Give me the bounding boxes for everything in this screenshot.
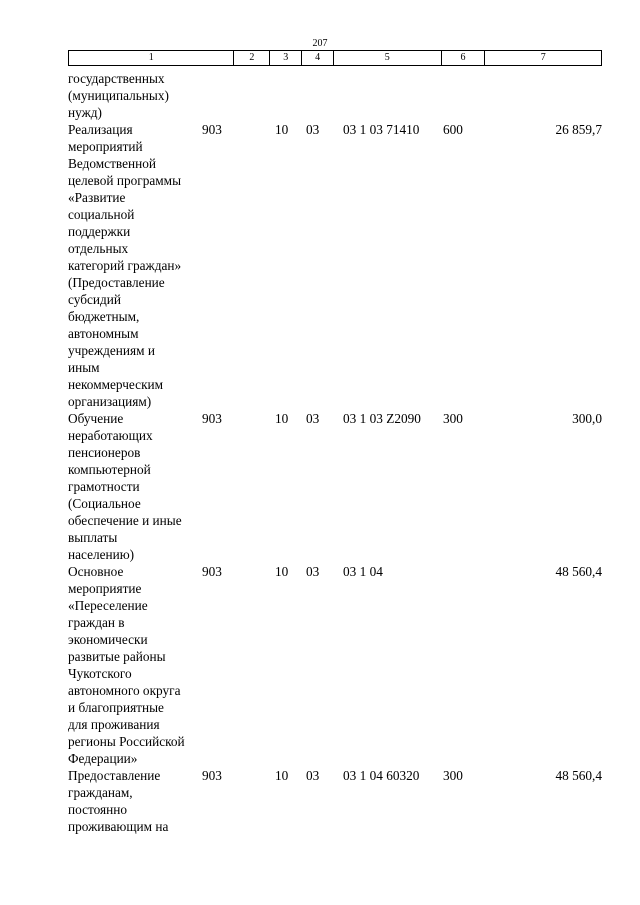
row-vr: 600	[443, 122, 463, 137]
table-row	[68, 767, 602, 835]
header-col-6: 6	[442, 51, 486, 65]
row-code: 903	[202, 122, 222, 137]
row-vr: 300	[443, 768, 463, 783]
row-razdel: 10	[275, 122, 289, 137]
row-podrazdel: 03	[306, 768, 320, 783]
row-sum: 300,0	[572, 411, 602, 426]
row-csr: 03 1 04	[343, 564, 383, 579]
row-podrazdel: 03	[306, 122, 320, 137]
header-col-1: 1	[69, 51, 234, 65]
table-row	[68, 563, 602, 767]
header-col-3: 3	[270, 51, 302, 65]
row-csr: 03 1 03 Z2090	[343, 411, 421, 426]
row-name: государственных (муниципальных) нужд)	[68, 71, 169, 120]
row-podrazdel: 03	[306, 564, 320, 579]
row-csr: 03 1 04 60320	[343, 768, 420, 783]
row-code: 903	[202, 411, 222, 426]
row-razdel: 10	[275, 411, 289, 426]
row-razdel: 10	[275, 564, 289, 579]
table-row	[68, 70, 602, 121]
row-name: Предоставление гражданам, постоянно проживающим на	[68, 768, 169, 834]
table-row	[68, 410, 602, 563]
header-col-4: 4	[302, 51, 334, 65]
row-podrazdel: 03	[306, 411, 320, 426]
row-vr: 300	[443, 411, 463, 426]
header-col-7: 7	[540, 52, 546, 63]
row-razdel: 10	[275, 768, 289, 783]
table-row	[68, 121, 602, 410]
row-code: 903	[202, 564, 222, 579]
row-csr: 03 1 03 71410	[343, 122, 420, 137]
table-header	[68, 50, 602, 66]
row-sum: 48 560,4	[555, 564, 602, 579]
row-sum: 48 560,4	[555, 768, 602, 783]
row-name: Реализация мероприятий Ведомственной целевой программы «Развитие социальной поддержки отдельных категорий граждан» (Предоставление субсидий бюджетным, автономным учреждениям и иным некоммерческим организациям)	[68, 122, 182, 409]
row-sum: 26 859,7	[555, 122, 602, 137]
row-code: 903	[202, 768, 222, 783]
row-name: Обучение неработающих пенсионеров компьютерной грамотности (Социальное обеспечение и иные выплаты населению)	[68, 411, 182, 562]
table-body	[68, 70, 602, 835]
header-col-5: 5	[334, 51, 442, 65]
page-number: 207	[312, 38, 328, 49]
header-col-2: 2	[234, 51, 270, 65]
row-name: Основное мероприятие «Переселение граждан в экономически развитые районы Чукотского автономного округа и благоприятные для проживания регионы Российской Федерации»	[68, 564, 185, 766]
